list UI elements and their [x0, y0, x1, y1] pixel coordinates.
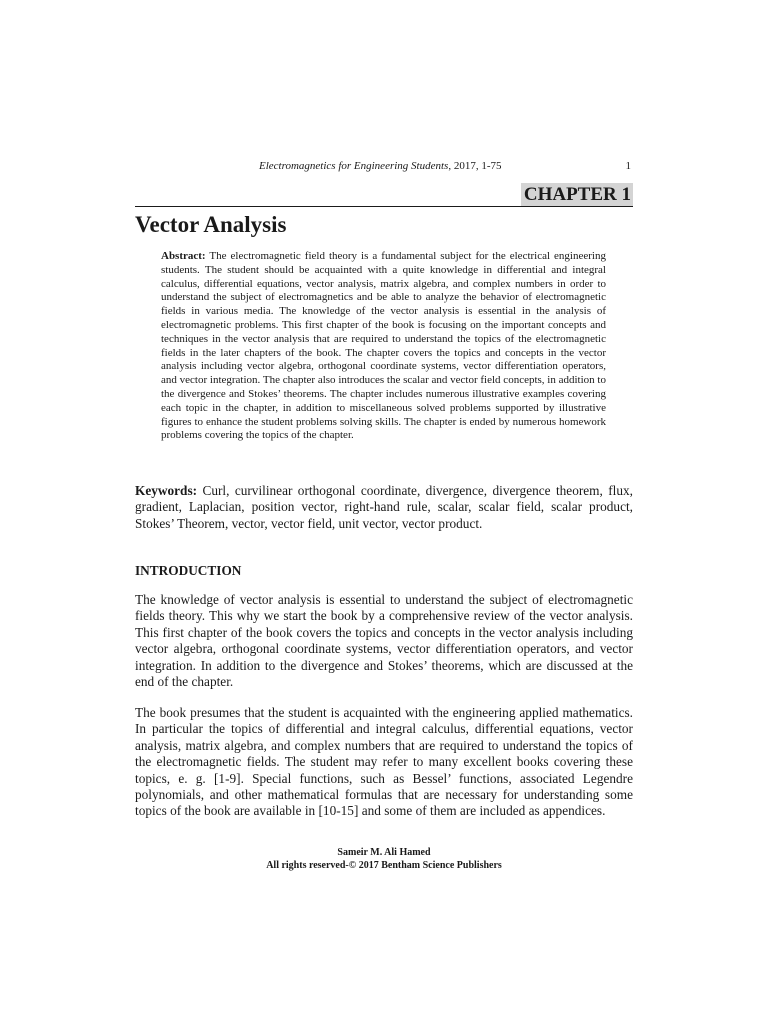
footer-author: Sameir M. Ali Hamed — [337, 847, 431, 858]
keywords-text: Curl, curvilinear orthogonal coordinate, divergence, divergence theorem, flux, gradient, Laplacian, position vector, right-hand rule, scalar, scalar field, scalar product, Stokes’ Theorem, vector, vector field, unit vector, vector product. — [135, 483, 633, 531]
abstract-text: The electromagnetic field theory is a fundamental subject for the electrical engineering students. The student should be acquainted with a quite knowledge in differential and integral calculus, differential equations, vector analysis, matrix algebra, and complex numbers in order to understand the subject of electromagnetics and be able to analyze the behavior of electromagnetic fields in various media. The knowledge of the vector analysis is essential in the analysis of electromagnetic problems. This first chapter of the book is focusing on the important concepts and techniques in the vector analysis that are required to understand the topics of the electromagnetic fields in the later chapters of the book. The chapter covers the topics and concepts in the vector analysis including vector algebra, orthogonal coordinate systems, vector differentiation operators, and vector integration. The chapter also introduces the scalar and vector field concepts, in addition to the divergence and Stokes’ theorems. The chapter includes numerous illustrative examples covering each topic in the chapter, in addition to miscellaneous solved problems supported by illustrative figures to enhance the student problems solving skills. The chapter is ended by numerous homework problems covering the topics of the chapter. — [161, 250, 606, 442]
journal-citation — [259, 159, 501, 173]
abstract — [161, 250, 606, 443]
chapter-label: CHAPTER 1 — [521, 183, 633, 206]
abstract-label: Abstract: — [161, 250, 206, 262]
intro-paragraph-1: The knowledge of vector analysis is essential to understand the subject of electromagnetic fields theory. This why we start the book by a comprehensive review of the vector analysis. This first chapter of the book covers the topics and concepts in the vector analysis including vector algebra, orthogonal coordinate systems, vector differentiation operators, and vector integration. In addition to the divergence and Stokes’ theorems, which are discussed at the end of the chapter. — [135, 592, 633, 690]
journal-details: , 2017, 1-75 — [448, 160, 502, 172]
intro-paragraph-2: The book presumes that the student is acquainted with the engineering applied mathematics. In particular the topics of differential and integral calculus, differential equations, vector analysis, matrix algebra, and complex numbers that are required to understand the topics of the electromagnetic fields. The student may refer to many excellent books covering these topics, e. g. [1-9]. Special functions, such as Bessel’ functions, associated Legendre polynomials, and other mathematical formulas that are necessary for understanding some topics of the book are available in [10-15] and some of them are included as appendices. — [135, 705, 633, 819]
keywords — [135, 483, 633, 532]
page-number: 1 — [625, 160, 631, 172]
page-footer — [135, 846, 633, 872]
header-rule — [135, 206, 633, 207]
footer-copyright: All rights reserved-© 2017 Bentham Science Publishers — [266, 860, 502, 871]
section-heading-introduction: INTRODUCTION — [135, 563, 242, 578]
chapter-title: Vector Analysis — [135, 212, 287, 237]
keywords-label: Keywords: — [135, 483, 198, 498]
journal-title: Electromagnetics for Engineering Students — [259, 160, 449, 172]
